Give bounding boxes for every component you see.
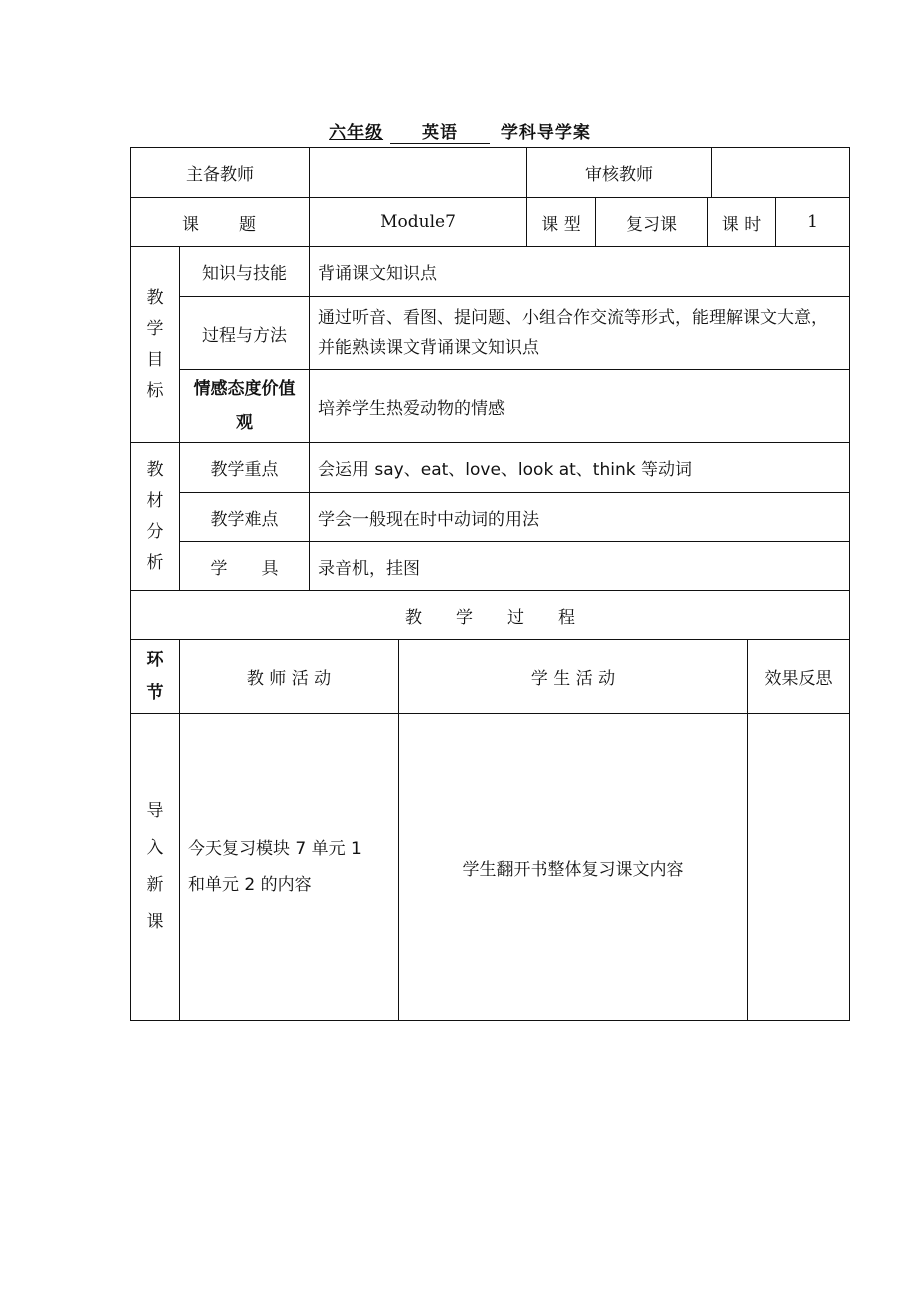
title-grade: 六年级: [329, 123, 384, 143]
analysis-row: [131, 443, 850, 493]
stage-cell: [131, 714, 180, 1021]
main-teacher-label: 主备教师: [131, 148, 310, 198]
topic-value: Module7: [310, 198, 527, 247]
analysis-value: 会运用 say、eat、love、look at、think 等动词: [310, 443, 850, 493]
reflection: [748, 714, 850, 1021]
main-teacher-value: [310, 148, 527, 198]
objective-value: 背诵课文知识点: [310, 247, 850, 297]
stage-text: 导入新课: [146, 801, 164, 932]
analysis-section-label: [131, 443, 180, 591]
col-teacher: 教 师 活 动: [180, 640, 399, 714]
hours-label: 课 时: [708, 198, 776, 247]
objective-row: [131, 297, 850, 370]
objective-label: 知识与技能: [180, 247, 310, 297]
objective-row: [131, 370, 850, 443]
lesson-plan-table: [130, 147, 850, 640]
objective-value: 通过听音、看图、提问题、小组合作交流等形式，能理解课文大意，并能熟读课文背诵课文知识点: [310, 297, 850, 370]
student-activity: 学生翻开书整体复习课文内容: [399, 714, 748, 1021]
objective-label: 过程与方法: [180, 297, 310, 370]
page-title: [0, 118, 920, 144]
analysis-section-text: 教材分析: [146, 459, 164, 573]
col-reflect: 效果反思: [748, 640, 850, 714]
objective-row: [131, 247, 850, 297]
analysis-label: 学 具: [180, 542, 310, 591]
review-teacher-label: 审核教师: [527, 148, 712, 198]
objectives-section-text: 教学目标: [146, 287, 164, 401]
type-value: 复习课: [596, 198, 708, 247]
objectives-section-label: [131, 247, 180, 443]
analysis-value: 录音机，挂图: [310, 542, 850, 591]
title-subject: 英语: [422, 123, 458, 143]
analysis-label: 教学重点: [180, 443, 310, 493]
process-row: [131, 714, 850, 1021]
col-student: 学 生 活 动: [399, 640, 748, 714]
topic-label: 课 题: [131, 198, 310, 247]
title-suffix: 学科导学案: [500, 123, 591, 143]
topic-row: [131, 198, 850, 247]
teacher-activity: 今天复习模块 7 单元 1 和单元 2 的内容: [180, 714, 399, 1021]
objective-value: 培养学生热爱动物的情感: [310, 370, 850, 443]
col-stage: [131, 640, 180, 714]
type-label: 课 型: [527, 198, 596, 247]
process-title-row: [131, 591, 850, 640]
process-header-row: [131, 640, 850, 714]
analysis-row: [131, 493, 850, 542]
process-table: [130, 639, 850, 1021]
analysis-value: 学会一般现在时中动词的用法: [310, 493, 850, 542]
analysis-label: 教学难点: [180, 493, 310, 542]
hours-value: 1: [776, 198, 850, 247]
col-stage-text: 环节: [146, 649, 164, 703]
title-subject-blank: [390, 118, 490, 144]
review-teacher-value: [712, 148, 850, 198]
teachers-row: [131, 148, 850, 198]
process-title: 教 学 过 程: [131, 591, 850, 640]
analysis-row: [131, 542, 850, 591]
objective-label: 情感态度价值观: [180, 370, 310, 443]
